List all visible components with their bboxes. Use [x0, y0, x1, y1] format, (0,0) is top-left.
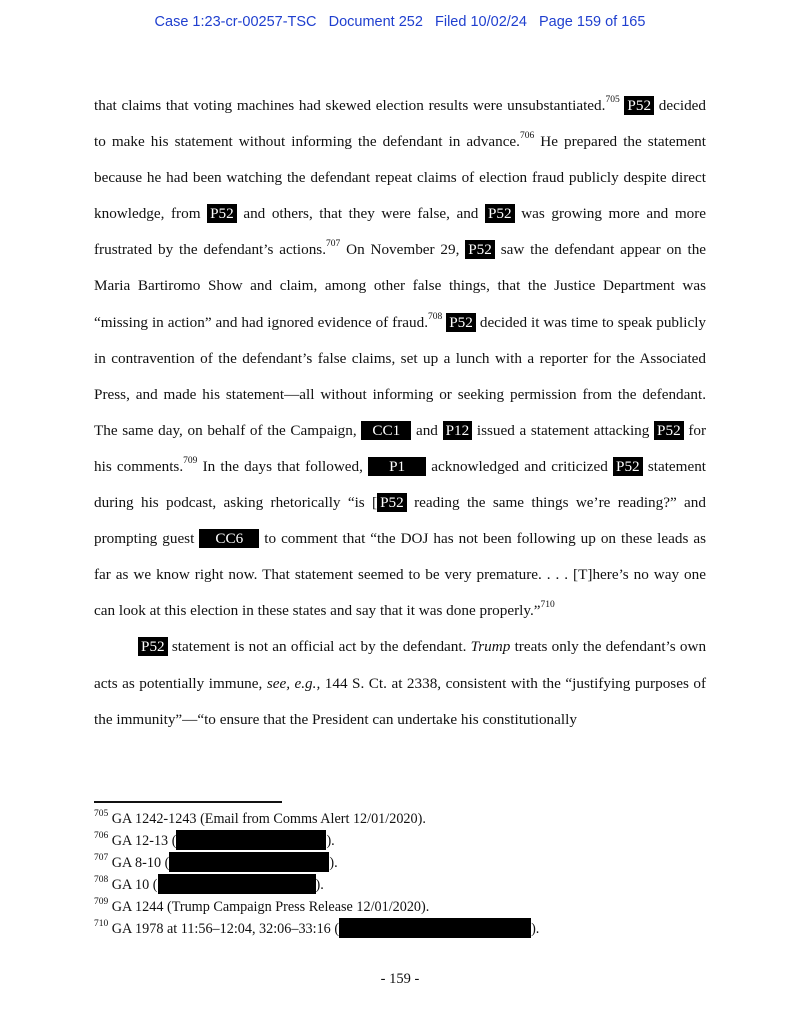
paragraph-1	[94, 88, 706, 629]
body-text	[94, 88, 706, 738]
footnote-707	[94, 852, 714, 874]
redaction-label: P52	[207, 204, 237, 223]
footnote-text: GA 1244 (Trump Campaign Press Release 12/01/2020).	[111, 899, 430, 915]
footnote-tail: ).	[531, 921, 540, 937]
redaction-label: P52	[465, 240, 495, 259]
text-run: On November 29,	[346, 241, 460, 259]
footnote-ref-707[interactable]: 707	[326, 239, 341, 250]
text-run: He prepared the statement because he had been watching the defendant repeat claims of election fraud publicly despite direct knowledge, from	[94, 133, 706, 223]
footnotes	[94, 808, 714, 940]
redaction-box	[176, 830, 326, 850]
redaction-label: P52	[624, 96, 654, 115]
footnote-tail: ).	[326, 833, 335, 849]
footnote-text: GA 1978 at 11:56–12:04, 32:06–33:16 (	[111, 921, 340, 937]
text-run: In the days that followed,	[202, 457, 363, 475]
redaction-label: P52	[485, 204, 515, 223]
text-run: issued a statement attacking	[476, 421, 650, 439]
redaction-label: P12	[443, 421, 473, 440]
footnote-number: 709	[94, 897, 109, 908]
text-run: decided to make his statement without informing the defendant in advance.	[94, 97, 707, 151]
footnote-709	[94, 896, 714, 918]
text-run: 144 S. Ct. at 2338, consistent with the “justifying purposes of the immunity”—“to ensure that the President can undertake his constitutionally	[94, 674, 707, 728]
text-run: to comment that “the DOJ has not been following up on these leads as far as we know right now. That statement seemed to be very premature. . . . [T]here’s no way one can look at this election in these states and say that it was done properly.”	[94, 530, 707, 620]
footnote-text: GA 12-13 (	[111, 833, 177, 849]
redaction-box	[158, 874, 316, 894]
text-run: was growing more and more frustrated by the defendant’s actions.	[94, 205, 707, 259]
footnote-divider	[94, 801, 282, 803]
text-run: statement during his podcast, asking rhetorically “is [	[94, 457, 707, 512]
redaction-label: P52	[446, 313, 476, 332]
text-run: reading the same things we’re reading?” and prompting guest	[94, 494, 706, 548]
footnote-705	[94, 808, 714, 830]
footnote-tail: ).	[329, 855, 338, 871]
redaction-box	[339, 918, 531, 938]
text-run: acknowledged and criticized	[431, 457, 608, 475]
footnote-number: 707	[94, 853, 109, 864]
text-run: that claims that voting machines had skewed election results were unsubstantiated.	[94, 97, 606, 114]
paragraph-2	[94, 629, 706, 737]
redaction-box	[169, 852, 329, 872]
footnote-ref-705[interactable]: 705	[605, 94, 620, 105]
footnote-number: 710	[94, 919, 109, 930]
text-run: decided it was time to speak publicly in contravention of the defendant’s false claims, set up a lunch with a reporter for the Associated Press, and made his statement—all without informing or seeking permission from the defendant. The same day, on behalf of the Campaign,	[94, 313, 707, 439]
footnote-710	[94, 918, 714, 940]
text-run: and others, that they were false, and	[243, 205, 479, 223]
redaction-label: P52	[613, 457, 643, 476]
redaction-label: P52	[377, 493, 407, 512]
footnote-text: GA 8-10 (	[111, 855, 170, 871]
page-number: - 159 -	[380, 971, 420, 987]
footnote-text: GA 1242-1243 (Email from Comms Alert 12/01/2020).	[111, 811, 426, 827]
redaction-label: P1	[368, 457, 426, 476]
footnote-text: GA 10 (	[111, 877, 158, 893]
footnote-ref-709[interactable]: 709	[183, 455, 198, 466]
footnote-tail: ).	[315, 877, 324, 893]
footnote-ref-706[interactable]: 706	[519, 131, 535, 142]
redaction-label: CC1	[361, 421, 411, 440]
text-run: statement is not an official act by the defendant.	[171, 638, 467, 656]
redaction-label: CC6	[199, 529, 259, 548]
case-citation: Trump	[470, 638, 511, 656]
redaction-label: P52	[138, 637, 168, 656]
text-run: saw the defendant appear on the Maria Bartiromo Show and claim, among other false things, that the Justice Department was “missing in action” and had ignored evidence of fraud.	[94, 241, 707, 331]
footnote-number: 706	[94, 831, 109, 842]
footnote-number: 705	[94, 809, 109, 820]
footnote-ref-710[interactable]: 710	[540, 600, 555, 611]
text-run: for his comments.	[94, 421, 707, 475]
footnote-number: 708	[94, 875, 109, 886]
text-run: and	[415, 421, 438, 439]
footnote-ref-708[interactable]: 708	[428, 311, 443, 322]
signal-citation: see, e.g.,	[266, 674, 321, 692]
text-run: treats only the defendant’s own acts as potentially immune,	[94, 638, 707, 692]
case-header: Case 1:23-cr-00257-TSC Document 252 Filed 10/02/24 Page 159 of 165	[154, 14, 646, 30]
footnote-706	[94, 830, 714, 852]
redaction-label: P52	[654, 421, 684, 440]
footnote-708	[94, 874, 714, 896]
